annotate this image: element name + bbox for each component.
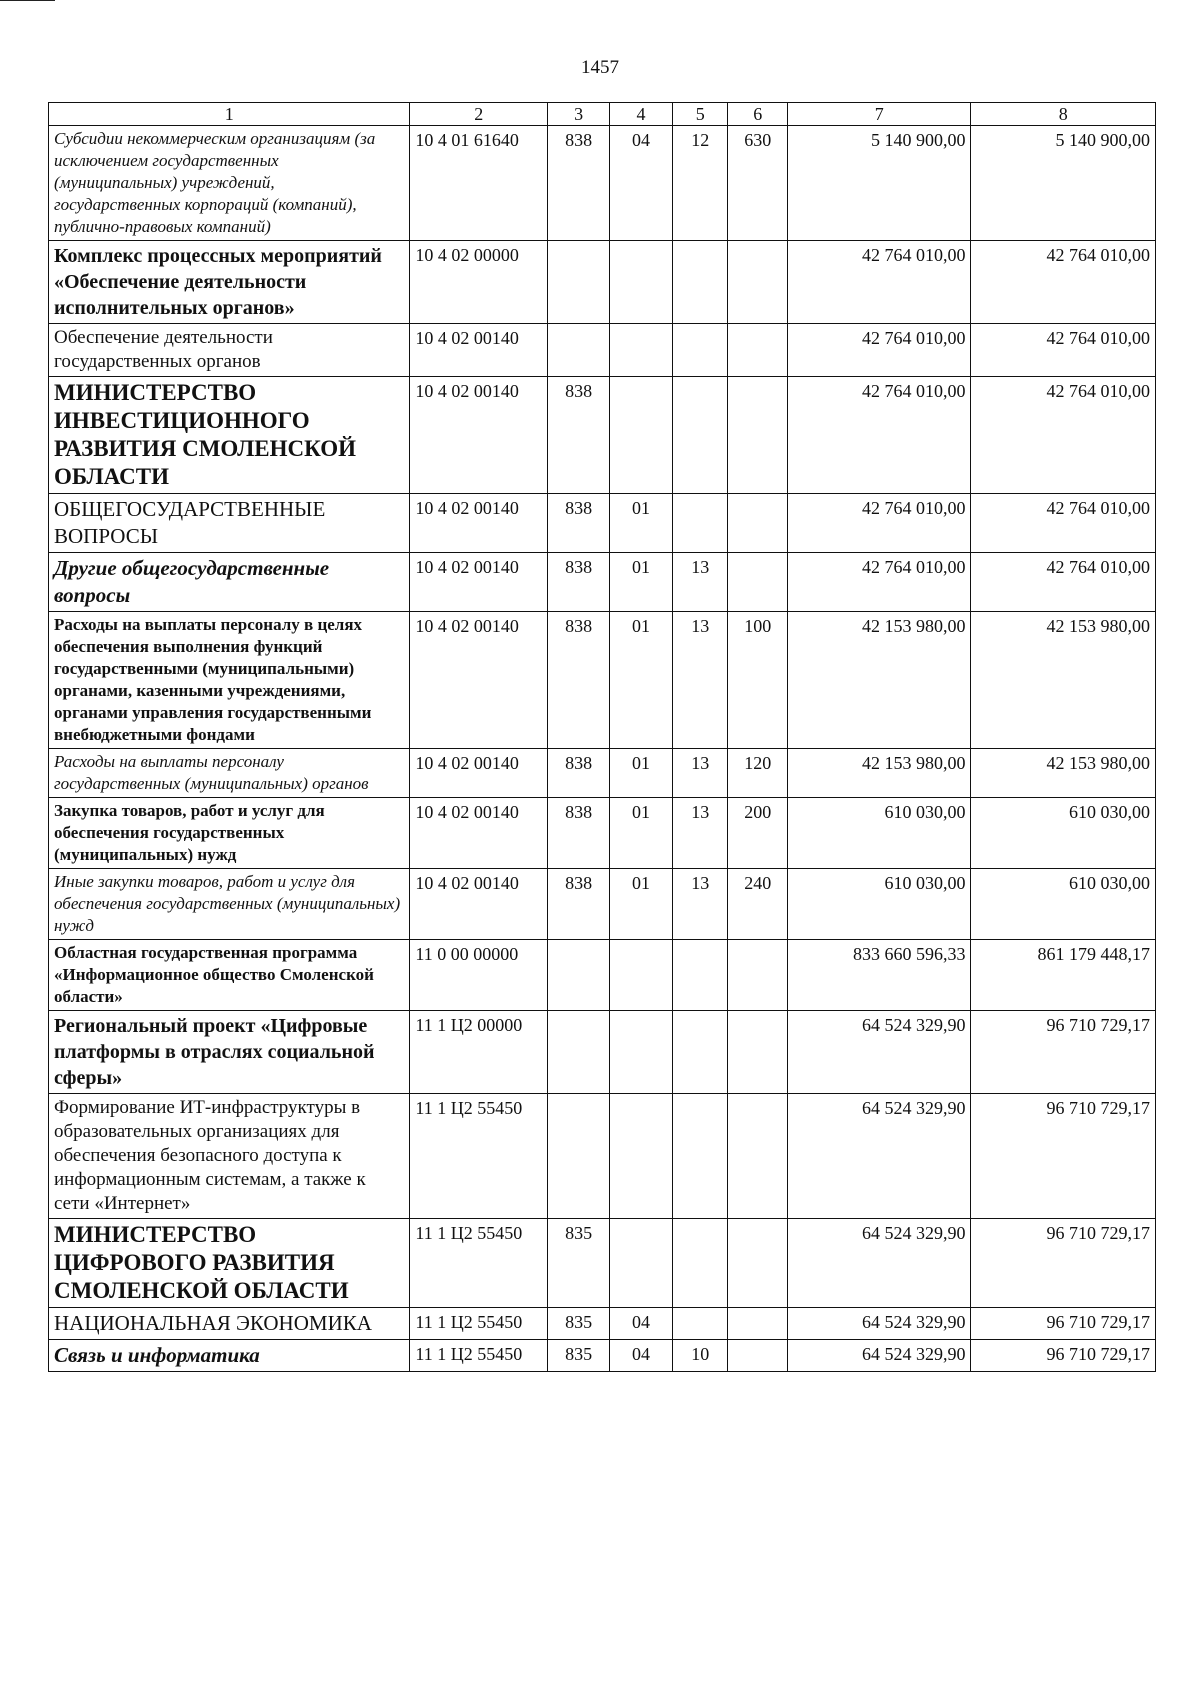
amount-col8-cell: 42 764 010,00 <box>971 324 1156 377</box>
section-code-cell: 01 <box>610 798 673 869</box>
row-name-cell: Комплекс процессных мероприятий «Обеспечение деятельности исполнительных органов» <box>49 241 410 324</box>
target-code-cell: 10 4 02 00140 <box>410 324 548 377</box>
page-number: 1457 <box>581 57 619 78</box>
department-code-cell <box>548 1011 610 1094</box>
subsection-code-cell: 10 <box>673 1340 728 1372</box>
expense-type-cell: 240 <box>728 869 788 940</box>
expense-type-cell: 100 <box>728 612 788 749</box>
section-code-cell: 04 <box>610 126 673 241</box>
amount-col8-cell: 5 140 900,00 <box>971 126 1156 241</box>
table-row <box>49 798 1156 869</box>
target-code-cell: 10 4 02 00140 <box>410 749 548 798</box>
expense-type-cell <box>728 1094 788 1219</box>
amount-col8-cell: 42 153 980,00 <box>971 749 1156 798</box>
section-code-cell: 01 <box>610 494 673 553</box>
table-row <box>49 1308 1156 1340</box>
amount-col8-cell: 96 710 729,17 <box>971 1094 1156 1219</box>
section-code-cell: 01 <box>610 869 673 940</box>
amount-col8-cell: 42 764 010,00 <box>971 494 1156 553</box>
header-cell: 4 <box>610 103 673 126</box>
expense-type-cell <box>728 494 788 553</box>
target-code-cell: 11 0 00 00000 <box>410 940 548 1011</box>
row-name-cell: МИНИСТЕРСТВО ИНВЕСТИЦИОННОГО РАЗВИТИЯ СМОЛЕНСКОЙ ОБЛАСТИ <box>49 377 410 494</box>
section-code-cell: 01 <box>610 553 673 612</box>
row-name-cell: Закупка товаров, работ и услуг для обеспечения государственных (муниципальных) нужд <box>49 798 410 869</box>
amount-col7-cell: 64 524 329,90 <box>788 1308 971 1340</box>
department-code-cell: 838 <box>548 869 610 940</box>
amount-col7-cell: 5 140 900,00 <box>788 126 971 241</box>
table-row <box>49 749 1156 798</box>
expense-type-cell <box>728 241 788 324</box>
row-name-cell: Другие общегосударственные вопросы <box>49 553 410 612</box>
header-cell: 6 <box>728 103 788 126</box>
amount-col8-cell: 96 710 729,17 <box>971 1308 1156 1340</box>
header-cell: 2 <box>410 103 548 126</box>
amount-col7-cell: 833 660 596,33 <box>788 940 971 1011</box>
header-cell: 3 <box>548 103 610 126</box>
amount-col7-cell: 42 153 980,00 <box>788 749 971 798</box>
table-row <box>49 612 1156 749</box>
subsection-code-cell <box>673 1094 728 1219</box>
section-code-cell <box>610 1011 673 1094</box>
row-name-cell: ОБЩЕГОСУДАРСТВЕННЫЕ ВОПРОСЫ <box>49 494 410 553</box>
target-code-cell: 11 1 Ц2 55450 <box>410 1219 548 1308</box>
expense-type-cell <box>728 1219 788 1308</box>
subsection-code-cell <box>673 494 728 553</box>
row-name-cell: Формирование ИТ-инфраструктуры в образовательных организациях для обеспечения безопасного доступа к информационным системам, а также к сети «Интернет» <box>49 1094 410 1219</box>
header-cell: 5 <box>673 103 728 126</box>
row-name-cell: Субсидии некоммерческим организациям (за исключением государственных (муниципальных) учреждений, государственных корпораций (компаний), публично-правовых компаний) <box>49 126 410 241</box>
amount-col7-cell: 42 764 010,00 <box>788 241 971 324</box>
expense-type-cell <box>728 1340 788 1372</box>
row-name-cell: Обеспечение деятельности государственных органов <box>49 324 410 377</box>
amount-col7-cell: 64 524 329,90 <box>788 1340 971 1372</box>
expense-type-cell <box>728 1308 788 1340</box>
section-code-cell <box>610 241 673 324</box>
section-code-cell <box>610 940 673 1011</box>
amount-col8-cell: 42 764 010,00 <box>971 241 1156 324</box>
department-code-cell <box>548 1094 610 1219</box>
department-code-cell: 838 <box>548 494 610 553</box>
subsection-code-cell: 13 <box>673 553 728 612</box>
amount-col8-cell: 610 030,00 <box>971 869 1156 940</box>
section-code-cell: 01 <box>610 749 673 798</box>
target-code-cell: 10 4 02 00140 <box>410 553 548 612</box>
department-code-cell: 838 <box>548 612 610 749</box>
section-code-cell: 04 <box>610 1308 673 1340</box>
expense-type-cell: 120 <box>728 749 788 798</box>
amount-col7-cell: 42 764 010,00 <box>788 494 971 553</box>
amount-col7-cell: 610 030,00 <box>788 869 971 940</box>
subsection-code-cell <box>673 1011 728 1094</box>
amount-col7-cell: 42 764 010,00 <box>788 377 971 494</box>
subsection-code-cell <box>673 377 728 494</box>
table-row <box>49 241 1156 324</box>
amount-col8-cell: 42 764 010,00 <box>971 377 1156 494</box>
row-name-cell: Связь и информатика <box>49 1340 410 1372</box>
amount-col7-cell: 42 764 010,00 <box>788 324 971 377</box>
amount-col7-cell: 64 524 329,90 <box>788 1011 971 1094</box>
budget-table <box>48 102 1156 1372</box>
expense-type-cell: 200 <box>728 798 788 869</box>
table-body <box>49 126 1156 1372</box>
subsection-code-cell: 13 <box>673 749 728 798</box>
amount-col8-cell: 96 710 729,17 <box>971 1340 1156 1372</box>
table-row <box>49 1094 1156 1219</box>
row-name-cell: Расходы на выплаты персоналу государственных (муниципальных) органов <box>49 749 410 798</box>
table-row <box>49 1219 1156 1308</box>
target-code-cell: 11 1 Ц2 55450 <box>410 1308 548 1340</box>
expense-type-cell <box>728 940 788 1011</box>
amount-col8-cell: 96 710 729,17 <box>971 1219 1156 1308</box>
subsection-code-cell: 13 <box>673 612 728 749</box>
subsection-code-cell <box>673 241 728 324</box>
table-row <box>49 1011 1156 1094</box>
section-code-cell <box>610 1219 673 1308</box>
expense-type-cell <box>728 1011 788 1094</box>
department-code-cell: 838 <box>548 377 610 494</box>
row-name-cell: Иные закупки товаров, работ и услуг для обеспечения государственных (муниципальных) нужд <box>49 869 410 940</box>
target-code-cell: 10 4 02 00140 <box>410 612 548 749</box>
amount-col8-cell: 610 030,00 <box>971 798 1156 869</box>
amount-col8-cell: 861 179 448,17 <box>971 940 1156 1011</box>
target-code-cell: 10 4 02 00140 <box>410 377 548 494</box>
section-code-cell: 01 <box>610 612 673 749</box>
target-code-cell: 10 4 01 61640 <box>410 126 548 241</box>
section-code-cell <box>610 377 673 494</box>
target-code-cell: 10 4 02 00000 <box>410 241 548 324</box>
subsection-code-cell: 13 <box>673 798 728 869</box>
department-code-cell <box>548 940 610 1011</box>
section-code-cell <box>610 324 673 377</box>
subsection-code-cell: 13 <box>673 869 728 940</box>
department-code-cell: 838 <box>548 553 610 612</box>
expense-type-cell <box>728 324 788 377</box>
scan-corner-line <box>0 0 55 1</box>
department-code-cell: 835 <box>548 1219 610 1308</box>
subsection-code-cell: 12 <box>673 126 728 241</box>
target-code-cell: 11 1 Ц2 55450 <box>410 1340 548 1372</box>
section-code-cell <box>610 1094 673 1219</box>
department-code-cell: 838 <box>548 126 610 241</box>
header-row <box>49 103 1156 126</box>
expense-type-cell <box>728 553 788 612</box>
amount-col8-cell: 42 153 980,00 <box>971 612 1156 749</box>
header-cell: 1 <box>49 103 410 126</box>
row-name-cell: Областная государственная программа «Информационное общество Смоленской области» <box>49 940 410 1011</box>
table-row <box>49 126 1156 241</box>
table-row <box>49 869 1156 940</box>
target-code-cell: 11 1 Ц2 00000 <box>410 1011 548 1094</box>
target-code-cell: 10 4 02 00140 <box>410 798 548 869</box>
expense-type-cell: 630 <box>728 126 788 241</box>
table-row <box>49 377 1156 494</box>
header-cell: 8 <box>971 103 1156 126</box>
subsection-code-cell <box>673 940 728 1011</box>
subsection-code-cell <box>673 1219 728 1308</box>
target-code-cell: 11 1 Ц2 55450 <box>410 1094 548 1219</box>
department-code-cell: 838 <box>548 798 610 869</box>
table-row <box>49 324 1156 377</box>
department-code-cell: 835 <box>548 1308 610 1340</box>
amount-col7-cell: 42 764 010,00 <box>788 553 971 612</box>
target-code-cell: 10 4 02 00140 <box>410 494 548 553</box>
department-code-cell <box>548 241 610 324</box>
table-row <box>49 1340 1156 1372</box>
department-code-cell: 838 <box>548 749 610 798</box>
table-row <box>49 494 1156 553</box>
subsection-code-cell <box>673 324 728 377</box>
section-code-cell: 04 <box>610 1340 673 1372</box>
expense-type-cell <box>728 377 788 494</box>
table-row <box>49 940 1156 1011</box>
amount-col8-cell: 42 764 010,00 <box>971 553 1156 612</box>
amount-col8-cell: 96 710 729,17 <box>971 1011 1156 1094</box>
target-code-cell: 10 4 02 00140 <box>410 869 548 940</box>
subsection-code-cell <box>673 1308 728 1340</box>
department-code-cell: 835 <box>548 1340 610 1372</box>
amount-col7-cell: 42 153 980,00 <box>788 612 971 749</box>
row-name-cell: Региональный проект «Цифровые платформы в отраслях социальной сферы» <box>49 1011 410 1094</box>
amount-col7-cell: 64 524 329,90 <box>788 1094 971 1219</box>
amount-col7-cell: 64 524 329,90 <box>788 1219 971 1308</box>
department-code-cell <box>548 324 610 377</box>
header-cell: 7 <box>788 103 971 126</box>
row-name-cell: НАЦИОНАЛЬНАЯ ЭКОНОМИКА <box>49 1308 410 1340</box>
table-row <box>49 553 1156 612</box>
row-name-cell: Расходы на выплаты персоналу в целях обеспечения выполнения функций государственными (муниципальными) органами, казенными учреждениями, органами управления государственными внебюджетными фондами <box>49 612 410 749</box>
amount-col7-cell: 610 030,00 <box>788 798 971 869</box>
row-name-cell: МИНИСТЕРСТВО ЦИФРОВОГО РАЗВИТИЯ СМОЛЕНСКОЙ ОБЛАСТИ <box>49 1219 410 1308</box>
